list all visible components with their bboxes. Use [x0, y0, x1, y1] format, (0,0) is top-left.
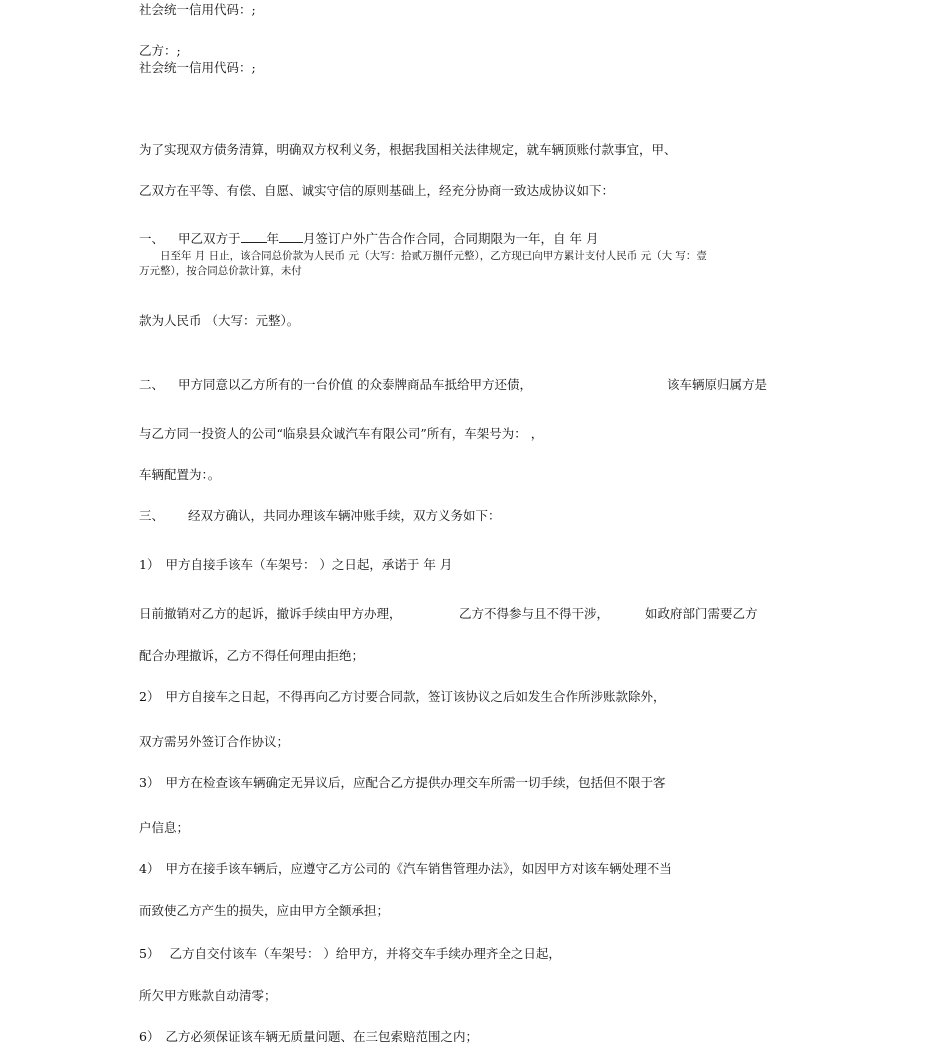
item-3-text-a: 甲方在检查该车辆确定无异议后，应配合乙方提供办理交车所需一切手续，包括但不限于客	[165, 775, 666, 790]
item-number: 4）	[139, 861, 160, 876]
section-1-text-c: 月签订户外广告合作合同，合同期限为一年，自 年 月	[303, 231, 599, 246]
section-1-line	[139, 231, 599, 247]
item-number: 5）	[139, 946, 160, 961]
section-2-text-b: 该车辆原归属方是	[667, 377, 768, 392]
preamble-line-2: 乙双方在平等、有偿、自愿、诚实守信的原则基础上，经充分协商一致达成协议如下：	[139, 183, 615, 198]
item-3-line	[139, 775, 665, 791]
item-1-text-b3: 如政府部门需要乙方	[645, 606, 758, 621]
item-5-text-a: 乙方自交付该车（车架号： ）给甲方，并将交车手续办理齐全之日起，	[169, 946, 561, 961]
blank-underline	[241, 231, 267, 243]
section-1-text-b: 年	[266, 231, 280, 246]
party-b-line: 乙方：;	[139, 43, 181, 58]
item-4-text-a: 甲方在接手该车辆后，应遵守乙方公司的《汽车销售管理办法》，如因甲方对该车辆处理不当	[165, 861, 672, 876]
item-5-line-2: 所欠甲方账款自动清零；	[139, 988, 277, 1003]
item-6-text-a: 乙方必须保证该车辆无质量问题、在三包索赔范围之内；	[165, 1029, 478, 1044]
item-1-text-b2: 乙方不得参与且不得干涉，	[459, 606, 610, 621]
item-4-line-2: 而致使乙方产生的损失，应由甲方全额承担；	[139, 903, 390, 918]
item-2-line	[139, 689, 665, 705]
section-2-line	[139, 377, 532, 393]
item-2-text-a: 甲方自接车之日起，不得再向乙方讨要合同款，签订该协议之后如发生合作所涉账款除外，	[165, 689, 666, 704]
item-number: 1）	[139, 557, 160, 572]
credit-code-line-2: 社会统一信用代码：;	[139, 60, 256, 75]
section-3-line	[139, 508, 501, 524]
item-3-line-2: 户信息；	[139, 820, 190, 835]
item-5-line	[139, 946, 561, 962]
section-3-text: 经双方确认，共同办理该车辆冲账手续，双方义务如下：	[188, 508, 501, 523]
item-number: 3）	[139, 775, 160, 790]
preamble-line-1: 为了实现双方债务清算，明确双方权利义务，根据我国相关法律规定，就车辆顶账付款事宜，甲、	[139, 142, 677, 157]
item-6-line	[139, 1029, 478, 1045]
item-4-line	[139, 861, 672, 877]
item-1-line-3: 配合办理撤诉，乙方不得任何理由拒绝；	[139, 648, 365, 663]
section-number: 三、	[139, 508, 165, 523]
section-2-text-a: 甲方同意以乙方所有的一台价值 的众泰牌商品车抵给甲方还债，	[178, 377, 532, 392]
section-1-tail: 款为人民币 （大写：元整）。	[139, 313, 300, 328]
item-1-text-a: 甲方自接手该车（车架号： ）之日起，承诺于 年 月	[165, 557, 453, 572]
section-1-small-line-2: 万元整），按合同总价款计算，未付	[139, 265, 302, 277]
section-number: 一、	[139, 231, 165, 246]
item-number: 2）	[139, 689, 160, 704]
section-2-line-3: 车辆配置为：。	[139, 467, 221, 482]
item-1-line-2: 日前撤销对乙方的起诉，撤诉手续由甲方办理，	[139, 606, 402, 621]
item-number: 6）	[139, 1029, 160, 1044]
section-number: 二、	[139, 377, 165, 392]
section-2-line-2: 与乙方同一投资人的公司“临泉县众诚汽车有限公司”所有，车架号为： ，	[139, 426, 544, 441]
item-2-line-2: 双方需另外签订合作协议；	[139, 734, 290, 749]
credit-code-line-1: 社会统一信用代码：;	[139, 2, 256, 17]
section-1-small-line-1: 日至年 月 日止，该合同总价款为人民币 元（大写：拾贰万捌仟元整），乙方现已向甲方累计支付人民币 元（大 写：壹	[160, 250, 707, 262]
item-1-line	[139, 557, 452, 573]
section-1-text-a: 甲乙双方于	[178, 231, 241, 246]
blank-underline	[279, 231, 303, 243]
